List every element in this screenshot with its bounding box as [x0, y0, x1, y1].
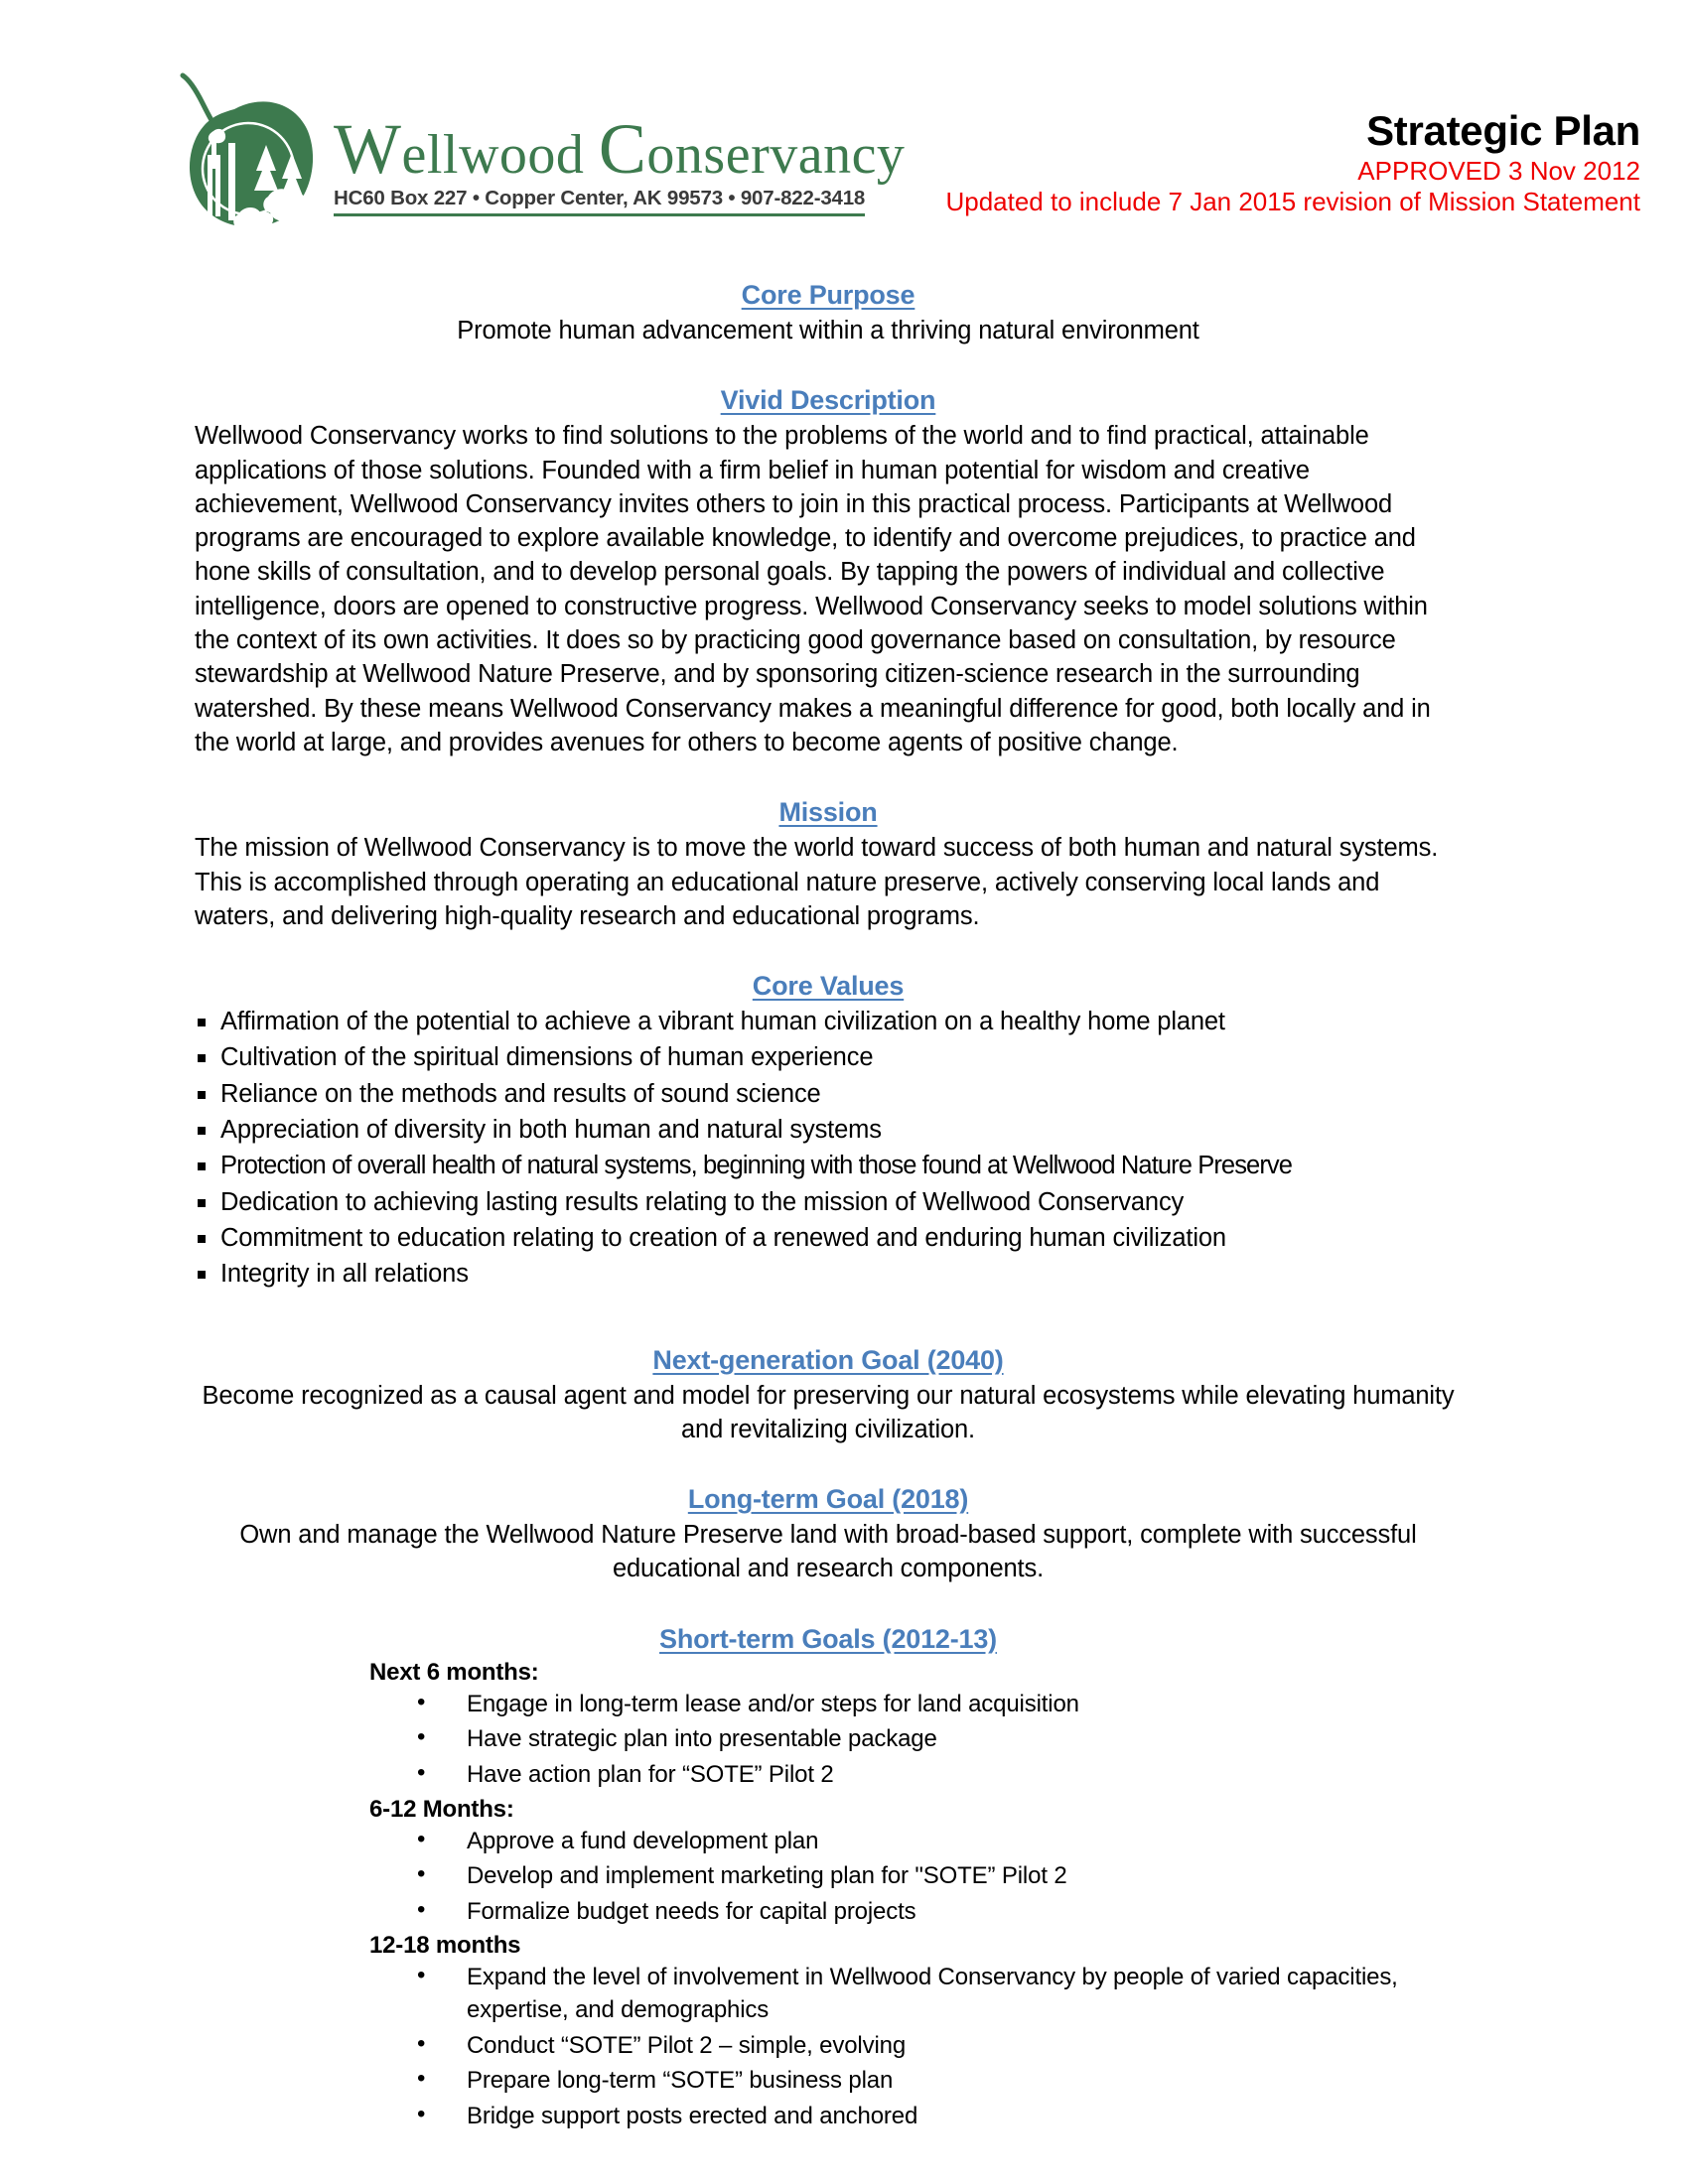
- document-body: [0, 280, 1688, 2133]
- approval-status: APPROVED 3 Nov 2012: [1357, 156, 1640, 187]
- list-item: [195, 1113, 1462, 1147]
- list-item: [195, 1257, 1462, 1291]
- section-heading-core-values: Core Values: [752, 971, 905, 1002]
- mission-text: The mission of Wellwood Conservancy is to move the world toward success of both human and natural systems. This is accomplished through operating an educational nature preserve, actively conserving local lands and waters, and delivering high-quality research and educational programs.: [195, 834, 1439, 930]
- brand-name-onservancy: onservancy: [646, 124, 906, 186]
- list-item: [195, 1005, 1462, 1038]
- spacer: [195, 1446, 1462, 1484]
- list-item: [195, 1185, 1462, 1219]
- goal-period-label: 6-12 Months:: [369, 1795, 514, 1823]
- section-heading-short-term-goals: Short-term Goals (2012-13): [659, 1623, 997, 1654]
- organization-branding: [169, 69, 905, 236]
- list-item: [195, 1040, 1462, 1074]
- goal-period-label: Next 6 months:: [369, 1658, 539, 1686]
- section-heading-vivid-description: Vivid Description: [720, 385, 936, 416]
- brand-name-c: C: [598, 109, 647, 189]
- section-heading-long-term-goal: Long-term Goal (2018): [687, 1484, 969, 1515]
- list-item: • Engage in long-term lease and/or steps for land acquisition: [417, 1689, 1462, 1721]
- list-item: • Expand the level of involvement in Wellwood Conservancy by people of varied capacities, expertise, and demographics: [417, 1962, 1462, 2026]
- spacer: [195, 933, 1462, 971]
- list-item: [195, 1221, 1462, 1255]
- spacer: [195, 759, 1462, 797]
- vivid-description-text: Wellwood Conservancy works to find solutions to the problems of the world and to find practical, attainable applications of those solutions. Founded with a firm belief in human potential for wisdom and creative achievement, Wellwood Conservancy invites others to join in this practical process. Participants at Wellwood programs are encouraged to explore available knowledge, to identify and overcome prejudices, to practice and hone skills of consultation, and to develop personal goals. By tapping the powers of individual and collective intelligence, doors are opened to constructive progress. Wellwood Conservancy seeks to model solutions within the context of its own activities. It does so by practicing good governance based on consultation, by resource stewardship at Wellwood Nature Preserve, and by sponsoring citizen-science research in the surrounding watershed. By these means Wellwood Conservancy makes a meaningful difference for good, both locally and in the world at large, and provides avenues for others to become agents of positive change.: [195, 422, 1431, 756]
- spacer: [195, 1294, 1462, 1345]
- section-heading-next-generation-goal: Next-generation Goal (2040): [652, 1344, 1004, 1375]
- core-purpose-text: Promote human advancement within a thriving natural environment: [457, 317, 1199, 344]
- brand-name-w: W: [334, 109, 402, 189]
- goal-list-12-18-months: [369, 1962, 1462, 2132]
- section-heading-mission: Mission: [778, 797, 878, 828]
- core-value-text: Integrity in all relations: [220, 1260, 469, 1289]
- core-value-text: Reliance on the methods and results of sound science: [220, 1079, 821, 1108]
- core-values-list: [195, 1005, 1462, 1291]
- list-item: • Conduct “SOTE” Pilot 2 – simple, evolving: [417, 2030, 1462, 2063]
- leaf-logo-icon: [169, 69, 328, 236]
- core-value-text: Cultivation of the spiritual dimensions of human experience: [220, 1043, 874, 1072]
- next-generation-goal-text: Become recognized as a causal agent and model for preserving our natural ecosystems while elevating humanity and revitalizing civilization.: [202, 1381, 1455, 1443]
- list-item: • Have strategic plan into presentable package: [417, 1723, 1462, 1756]
- revision-note: Updated to include 7 Jan 2015 revision of Mission Statement: [945, 186, 1640, 216]
- list-item: • Have action plan for “SOTE” Pilot 2: [417, 1759, 1462, 1792]
- list-item: • Develop and implement marketing plan for "SOTE” Pilot 2: [417, 1860, 1462, 1893]
- goal-list-next-6-months: [369, 1689, 1462, 1792]
- goal-list-6-12-months: [369, 1826, 1462, 1929]
- short-term-goals-block: [195, 1659, 1462, 2133]
- core-value-text: Appreciation of diversity in both human and natural systems: [220, 1116, 882, 1145]
- list-item: • Bridge support posts erected and anchored: [417, 2101, 1462, 2133]
- brand-name: [334, 109, 906, 189]
- brand-address: HC60 Box 227 • Copper Center, AK 99573 • 907-822-3418: [334, 187, 865, 216]
- spacer: [195, 1586, 1462, 1624]
- section-heading-core-purpose: Core Purpose: [741, 280, 915, 310]
- list-item: [195, 1077, 1462, 1111]
- core-value-text: Protection of overall health of natural systems, beginning with those found at Wellwood Nature Preserve: [220, 1152, 1293, 1180]
- core-value-text: Dedication to achieving lasting results relating to the mission of Wellwood Conservancy: [220, 1187, 1185, 1216]
- core-value-text: Affirmation of the potential to achieve a vibrant human civilization on a healthy home planet: [220, 1008, 1225, 1036]
- page-title: Strategic Plan: [1366, 107, 1640, 154]
- long-term-goal-text: Own and manage the Wellwood Nature Preserve land with broad-based support, complete with successful educational and research components.: [239, 1521, 1417, 1583]
- list-item: [195, 1149, 1462, 1182]
- list-item: • Approve a fund development plan: [417, 1826, 1462, 1858]
- list-item: • Prepare long-term “SOTE” business plan: [417, 2065, 1462, 2098]
- document-title-block: [945, 109, 1640, 216]
- brand-wordmark: [334, 109, 906, 216]
- core-value-text: Commitment to education relating to creation of a renewed and enduring human civilization: [220, 1223, 1226, 1252]
- document-header: [0, 0, 1688, 236]
- list-item: • Formalize budget needs for capital projects: [417, 1896, 1462, 1929]
- spacer: [195, 347, 1462, 385]
- goal-period-label: 12-18 months: [369, 1932, 521, 1960]
- brand-name-ellwood: ellwood: [401, 124, 585, 186]
